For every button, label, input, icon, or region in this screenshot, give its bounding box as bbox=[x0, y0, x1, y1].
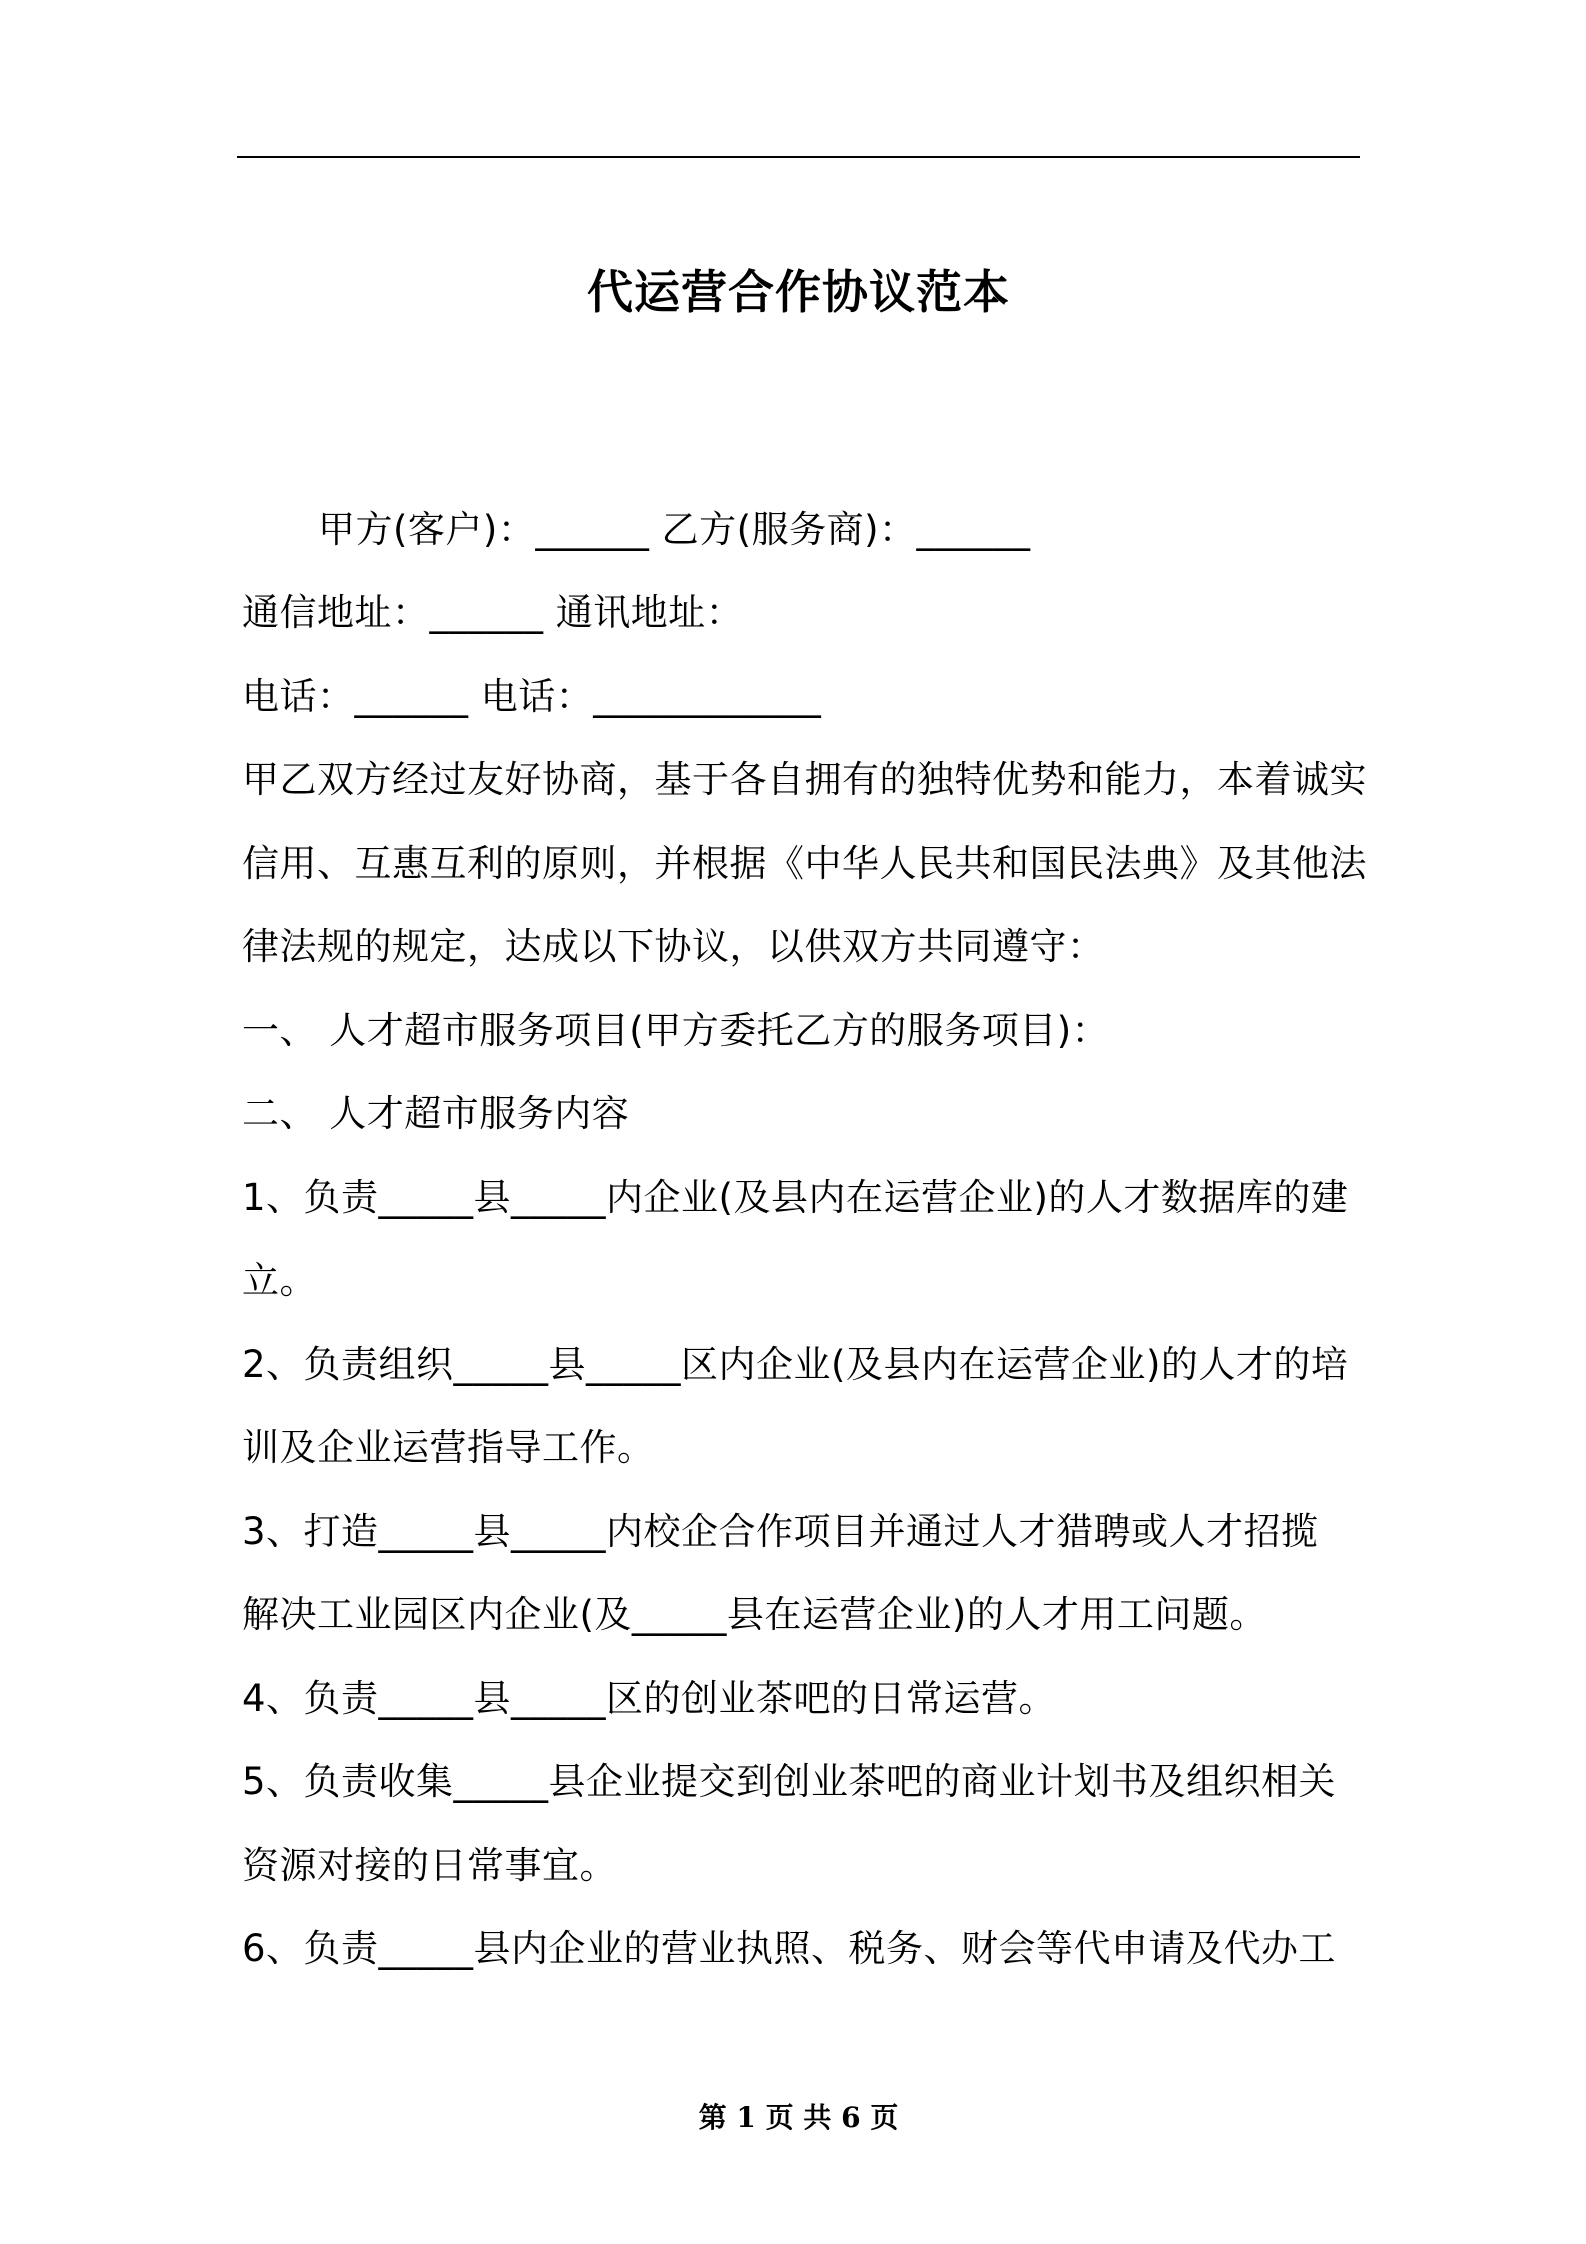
item-5-line-1: 5、负责收集_____县企业提交到创业茶吧的商业计划书及组织相关 bbox=[242, 1760, 1337, 1803]
item-2-line-1: 2、负责组织_____县_____区内企业(及县内在运营企业)的人才的培 bbox=[242, 1343, 1349, 1386]
section-heading-2: 二、 人才超市服务内容 bbox=[242, 1092, 630, 1135]
document-title: 代运营合作协议范本 bbox=[587, 265, 1010, 319]
party-names-line: 甲方(客户)：______ 乙方(服务商)：______ bbox=[318, 508, 1031, 551]
item-5-line-2: 资源对接的日常事宜。 bbox=[242, 1844, 617, 1887]
header-rule bbox=[237, 156, 1360, 158]
phone-line: 电话：______ 电话：____________ bbox=[242, 675, 822, 718]
address-line: 通信地址：______ 通讯地址： bbox=[242, 591, 744, 634]
preamble-line-3: 律法规的规定，达成以下协议，以供双方共同遵守： bbox=[242, 925, 1105, 968]
item-6-line-1: 6、负责_____县内企业的营业执照、税务、财会等代申请及代办工 bbox=[242, 1927, 1337, 1970]
section-heading-1: 一、 人才超市服务项目(甲方委托乙方的服务项目)： bbox=[242, 1009, 1110, 1052]
item-3-line-2: 解决工业园区内企业(及_____县在运营企业)的人才用工问题。 bbox=[242, 1593, 1267, 1636]
preamble-line-2: 信用、互惠互利的原则，并根据《中华人民共和国民法典》及其他法 bbox=[242, 842, 1367, 885]
item-1-line-1: 1、负责_____县_____内企业(及县内在运营企业)的人才数据库的建 bbox=[242, 1176, 1349, 1219]
item-4-line-1: 4、负责_____县_____区的创业茶吧的日常运营。 bbox=[242, 1677, 1057, 1720]
item-2-line-2: 训及企业运营指导工作。 bbox=[242, 1426, 655, 1469]
preamble-line-1: 甲乙双方经过友好协商，基于各自拥有的独特优势和能力，本着诚实 bbox=[242, 758, 1367, 801]
item-1-line-2: 立。 bbox=[242, 1259, 317, 1302]
item-3-line-1: 3、打造_____县_____内校企合作项目并通过人才猎聘或人才招揽 bbox=[242, 1510, 1319, 1553]
page-indicator: 第 1 页 共 6 页 bbox=[698, 2101, 899, 2134]
